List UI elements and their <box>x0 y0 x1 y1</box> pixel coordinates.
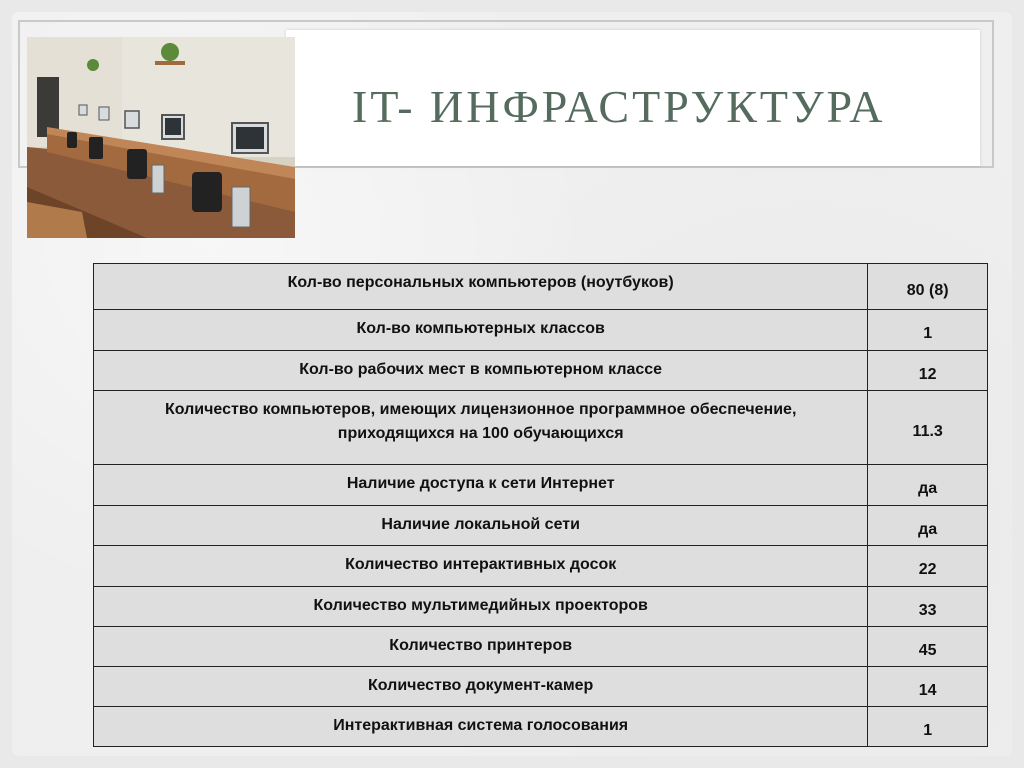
row-label: Наличие доступа к сети Интернет <box>94 465 868 506</box>
row-label: Количество документ-камер <box>94 667 868 707</box>
table-row <box>94 310 988 351</box>
row-value: 80 (8) <box>868 264 988 310</box>
computer-classroom-photo <box>27 37 295 238</box>
row-value: 1 <box>868 707 988 747</box>
row-label: Кол-во персональных компьютеров (ноутбуков) <box>94 264 868 310</box>
row-value: да <box>868 465 988 506</box>
table-row <box>94 667 988 707</box>
row-value: 33 <box>868 587 988 627</box>
table-row <box>94 627 988 667</box>
table-row <box>94 707 988 747</box>
row-label: Количество мультимедийных проекторов <box>94 587 868 627</box>
row-value: 12 <box>868 351 988 391</box>
row-value: 1 <box>868 310 988 351</box>
row-label: Интерактивная система голосования <box>94 707 868 747</box>
row-label: Количество компьютеров, имеющих лицензионное программное обеспечение, приходящихся на 100 обучающихся <box>94 391 868 465</box>
row-label: Наличие локальной сети <box>94 506 868 546</box>
table-row <box>94 546 988 587</box>
row-value: 11.3 <box>868 391 988 465</box>
row-value: 14 <box>868 667 988 707</box>
row-label: Кол-во компьютерных классов <box>94 310 868 351</box>
table-row <box>94 351 988 391</box>
it-infrastructure-table <box>93 263 988 747</box>
row-value: да <box>868 506 988 546</box>
table-row <box>94 264 988 310</box>
page-title: IT- ИНФРАСТРУКТУРА <box>352 81 886 132</box>
table-row <box>94 465 988 506</box>
row-label: Количество интерактивных досок <box>94 546 868 587</box>
table-row <box>94 587 988 627</box>
row-label: Кол-во рабочих мест в компьютерном классе <box>94 351 868 391</box>
row-label: Количество принтеров <box>94 627 868 667</box>
table-row <box>94 391 988 465</box>
row-value: 45 <box>868 627 988 667</box>
table-row <box>94 506 988 546</box>
row-value: 22 <box>868 546 988 587</box>
